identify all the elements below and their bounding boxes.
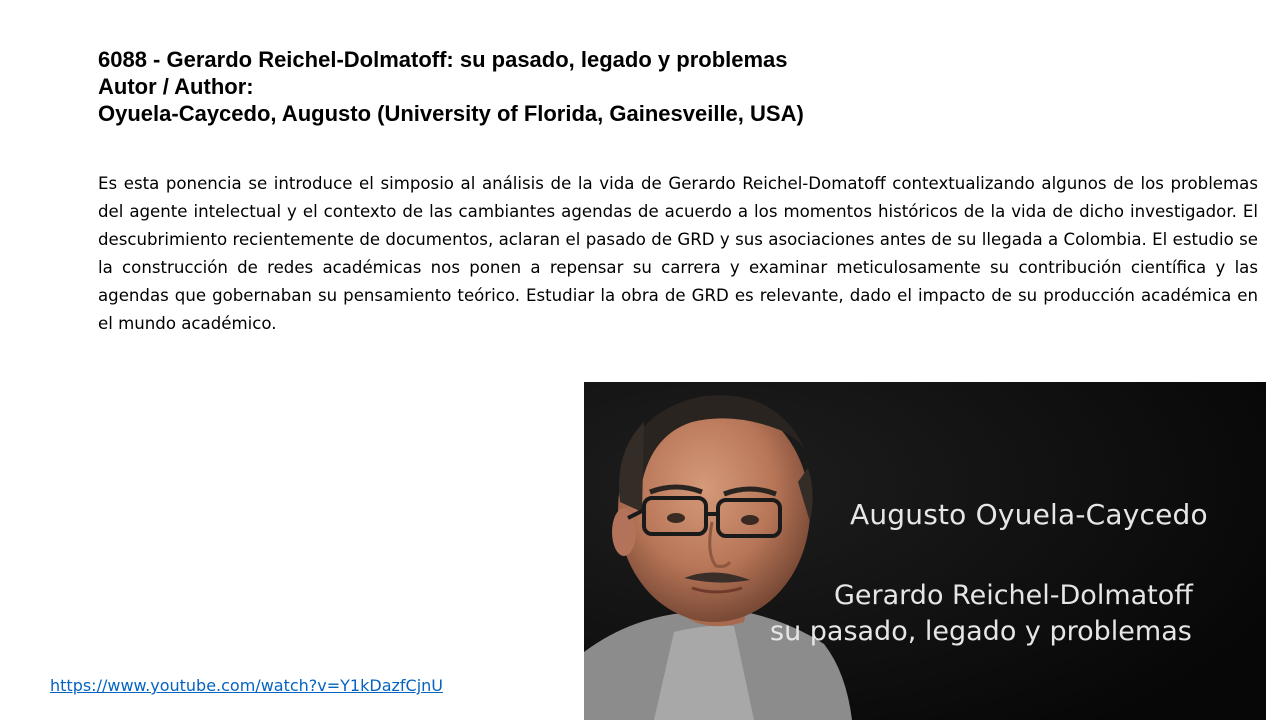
video-still — [584, 382, 1266, 720]
overlay-talk-title — [770, 578, 1193, 650]
author-name: Oyuela-Caycedo, Augusto (University of Florida, Gainesveille, USA) — [98, 101, 804, 126]
youtube-link[interactable]: https://www.youtube.com/watch?v=Y1kDazfCjnU — [50, 676, 443, 695]
overlay-title-line-1: Gerardo Reichel-Dolmatoff — [834, 580, 1193, 611]
talk-title: 6088 - Gerardo Reichel-Dolmatoff: su pasado, legado y problemas — [98, 47, 788, 72]
overlay-speaker-name: Augusto Oyuela-Caycedo — [850, 498, 1208, 531]
abstract-paragraph: Es esta ponencia se introduce el simposio al análisis de la vida de Gerardo Reichel-Domatoff contextualizando algunos de los problemas del agente intelectual y el contexto de las cambiantes agendas de acuerdo a los momentos históricos de la vida de dicho investigador. El descubrimiento recientemente de documentos, aclaran el pasado de GRD y sus asociaciones antes de su llegada a Colombia. El estudio se la construcción de redes académicas nos ponen a repensar su carrera y examinar meticulosamente su contribución científica y las agendas que gobernaban su pensamiento teórico. Estudiar la obra de GRD es relevante, dado el impacto de su producción académica en el mundo académico. — [98, 174, 1258, 333]
speaker-portrait — [584, 382, 1266, 720]
slide-header — [98, 46, 1198, 127]
overlay-title-line-2: su pasado, legado y problemas — [770, 616, 1192, 647]
author-label: Autor / Author: — [98, 74, 254, 99]
